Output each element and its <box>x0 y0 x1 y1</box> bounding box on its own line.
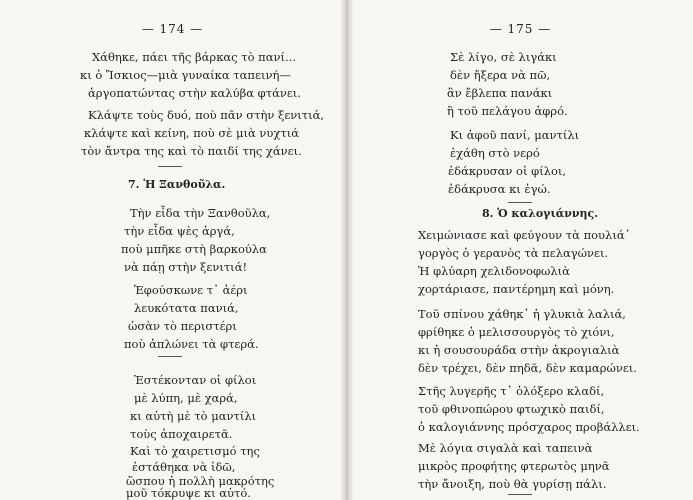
verse-line: ἢ τοῦ πελάγου ἀφρό. <box>447 104 568 118</box>
verse-line: ποὺ μπῆκε στὴ βαρκούλα <box>121 242 267 256</box>
verse-line: ποὺ ἁπλώνει τὰ φτερά. <box>124 337 259 351</box>
verse-line: νὰ πάῃ στὴν ξενιτιά! <box>124 260 248 274</box>
verse-line: Ἐστέκονταν οἱ φίλοι <box>134 373 257 387</box>
verse-line: Στῆς λυγερῆς τ᾿ ὁλόξερο κλαδί, <box>418 384 605 398</box>
verse-line: Χειμώνιασε καὶ φεύγουν τὰ πουλιά᾿ <box>418 228 631 242</box>
left-page <box>0 0 346 500</box>
verse-line: Χάθηκε, πάει τῆς βάρκας τὸ πανί... <box>92 50 296 64</box>
verse-line: τὴν εἶδα ψὲς ἀργά, <box>124 224 235 238</box>
verse-line: Μὲ λόγια σιγαλὰ καὶ ταπεινὰ <box>418 441 593 455</box>
verse-line: τὴν ἄνοιξη, ποὺ θὰ γυρίσῃ πάλι. <box>418 477 607 491</box>
verse-line: δὲν τρέχει, δὲν πηδᾶ, δὲν καμαρώνει. <box>418 361 637 375</box>
verse-line: Ἐφούσκωνε τ᾿ ἀέρι <box>134 283 248 297</box>
verse-line: τοῦ φθινοπώρου φτωχικὸ παιδί, <box>418 402 605 416</box>
poem-title: 8. Ὁ καλογιάννης. <box>482 207 599 220</box>
divider <box>158 166 182 167</box>
verse-line: ἀργοπατώντας στὴν καλύβα φτάνει. <box>88 86 301 100</box>
verse-line: μοῦ τόκρυψε κι αὐτό. <box>126 486 251 500</box>
verse-line: τοὺς ἀποχαιρετᾶ. <box>130 427 233 441</box>
divider <box>508 202 532 203</box>
verse-line: Τοῦ σπίνου χάθηκ᾿ ἡ γλυκιὰ λαλιά, <box>418 307 626 321</box>
verse-line: Σὲ λίγο, σὲ λιγάκι <box>450 50 557 64</box>
verse-line: κι ἡ σουσουράδα στὴν ἀκρογιαλιὰ <box>418 343 620 357</box>
verse-line: ἐδάκρυσαν οἱ φίλοι, <box>448 164 567 178</box>
verse-line: κι ὁ Ἴσκιος—μιὰ γυναίκα ταπεινή— <box>80 68 291 82</box>
right-page <box>348 0 693 500</box>
verse-line: δὲν ἤξερα νὰ πῶ, <box>450 68 551 82</box>
divider <box>158 356 182 357</box>
verse-line: κλάψτε καὶ κείνη, ποὺ σὲ μιὰ νυχτιά <box>84 126 299 140</box>
verse-line: Ἡ φλύαρη χελιδονοφωλιὰ <box>418 264 570 278</box>
verse-line: ἂν ἔβλεπα πανάκι <box>447 86 553 100</box>
page-number-right: — 175 — <box>489 22 552 36</box>
poem-title: 7. Ἡ Ξανθοῦλα. <box>128 178 226 191</box>
book-gutter <box>340 0 354 500</box>
verse-line: ὥσπου ἡ πολλὴ μακρότης <box>126 474 275 488</box>
verse-line: ὁ καλογιάννης πρόσχαρος προβάλλει. <box>418 420 640 434</box>
verse-line: ὡσὰν τὸ περιστέρι <box>128 319 237 333</box>
verse-line: χορτάριασε, παντέρημη καὶ μόνη. <box>418 282 615 296</box>
verse-line: φρίθηκε ὁ μελισσουργὸς τὸ χιόνι, <box>418 325 615 339</box>
verse-line: μὲ λύπη, μὲ χαρά, <box>134 391 238 405</box>
verse-line: μικρὸς προφήτης φτερωτὸς μηνᾶ <box>418 459 610 473</box>
verse-line: ἐστάθηκα νὰ ἰδῶ, <box>132 460 236 474</box>
verse-line: λευκότατα πανιά, <box>134 301 239 315</box>
verse-line: ἐχάθη στὸ νερό <box>450 146 540 160</box>
verse-line: Κι ἀφοῦ πανί, μαντίλι <box>450 128 580 142</box>
verse-line: κι αὐτὴ μὲ τὸ μαντίλι <box>130 409 257 423</box>
verse-line: Καὶ τὸ χαιρετισμό της <box>130 444 260 458</box>
verse-line: γοργὸς ὁ γερανὸς τὰ πελαγώνει. <box>418 246 609 260</box>
verse-line: Κλάψτε τοὺς δυό, ποὺ πᾶν στὴν ξενιτιά, <box>88 108 325 122</box>
verse-line: τὸν ἄντρα της καὶ τὸ παιδί της χάνει. <box>81 144 302 158</box>
divider <box>508 494 532 495</box>
page-number-left: — 174 — <box>141 22 204 36</box>
verse-line: ἐδάκρυσα κι ἐγώ. <box>448 182 551 196</box>
verse-line: Τὴν εἶδα τὴν Ξανθοῦλα, <box>130 206 271 220</box>
